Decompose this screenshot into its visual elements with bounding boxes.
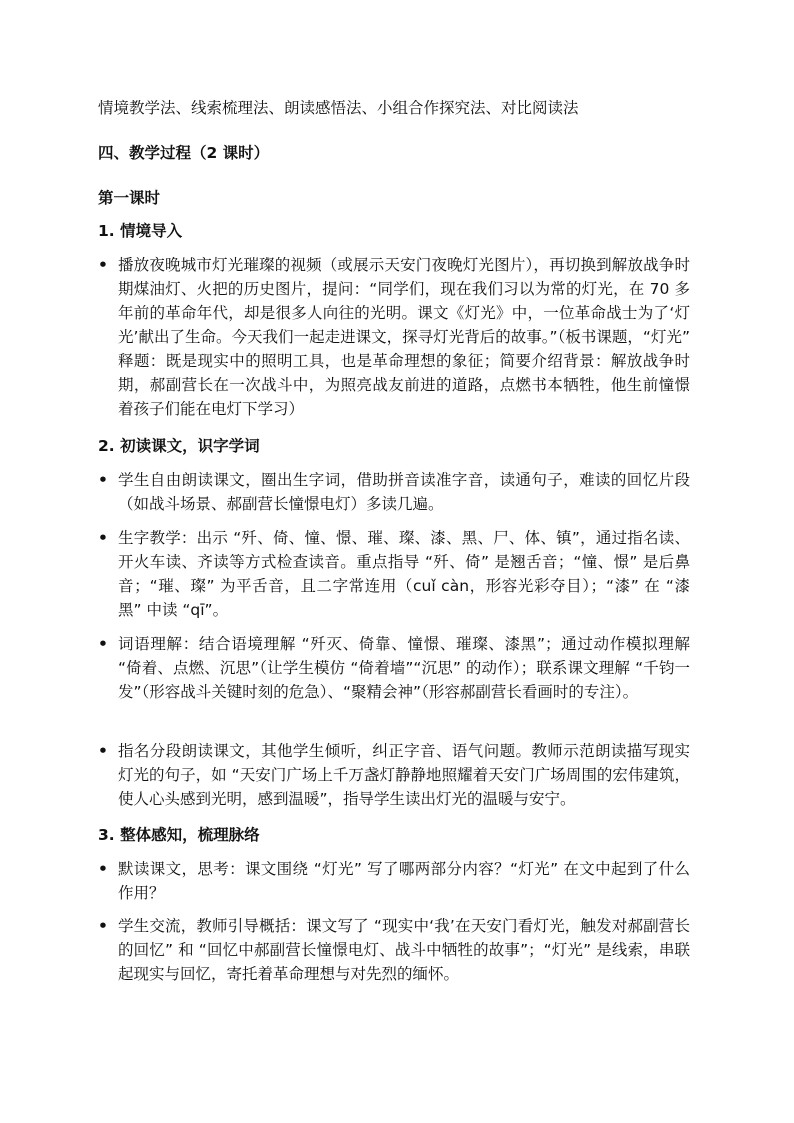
list-item <box>98 468 698 516</box>
section-heading: 四、教学过程（2 课时） <box>98 144 270 162</box>
list-item-text: 指名分段朗读课文，其他学生倾听，纠正字音、语气问题。教师示范朗读描写现实灯光的句子，如 “天安门广场上千万盏灯静静地照耀着天安门广场周围的宏伟建筑，使人心头感到光明，感到温暖”，指导学生读出灯光的温暖与安宁。 <box>118 742 690 808</box>
list-item <box>98 739 698 811</box>
bullet-icon: • <box>98 742 108 760</box>
list-item <box>98 526 698 622</box>
list-item <box>98 253 698 421</box>
bullet-icon: • <box>98 917 108 935</box>
section-title: 1. 情境导入 <box>98 222 183 240</box>
section-title: 3. 整体感知，梳理脉络 <box>98 826 260 844</box>
list-item-text: 学生自由朗读课文，圈出生字词，借助拼音读准字音，读通句子，难读的回忆片段（如战斗场景、郝副营长憧憬电灯）多读几遍。 <box>118 471 690 513</box>
bullet-icon: • <box>98 471 108 489</box>
list-item <box>98 914 698 986</box>
bullet-icon: • <box>98 635 108 653</box>
list-item-text: 默读课文，思考：课文围绕 “灯光” 写了哪两部分内容？“灯光” 在文中起到了什么作用？ <box>118 860 690 902</box>
bullet-icon: • <box>98 529 108 547</box>
lesson-title: 第一课时 <box>98 189 161 207</box>
bullet-icon: • <box>98 256 108 274</box>
list-item <box>98 632 698 704</box>
list-item-text: 词语理解：结合语境理解 “歼灭、倚靠、憧憬、璀璨、漆黑”；通过动作模拟理解 “倚着、点燃、沉思”（让学生模仿 “倚着墙”“沉思” 的动作）；联系课文理解 “千钧一发”（形容战斗关键时刻的危急）、“聚精会神”（形容郝副营长看画时的专注）。 <box>118 635 690 701</box>
list-item-text: 学生交流，教师引导概括：课文写了 “现实中‘我’在天安门看灯光，触发对郝副营长的回忆” 和 “回忆中郝副营长憧憬电灯、战斗中牺牲的故事”；“灯光” 是线索，串联起现实与回忆，寄托着革命理想与对先烈的缅怀。 <box>118 917 690 983</box>
list-item <box>98 857 698 905</box>
teaching-methods: 情境教学法、线索梳理法、朗读感悟法、小组合作探究法、对比阅读法 <box>98 99 579 117</box>
list-item-text: 播放夜晚城市灯光璀璨的视频（或展示天安门夜晚灯光图片），再切换到解放战争时期煤油灯、火把的历史图片，提问：“同学们，现在我们习以为常的灯光，在 70 多年前的革命年代，却是很多人向往的光明。课文《灯光》中，一位革命战士为了‘灯光’献出了生命。今天我们一起走进课文，探寻灯光背后的故事。”（板书课题，“灯光” 释题：既是现实中的照明工具，也是革命理想的象征；简要介绍背景：解放战争时期，郝副营长在一次战斗中，为照亮战友前进的道路，点燃书本牺牲，他生前憧憬着孩子们能在电灯下学习） <box>118 256 690 418</box>
list-item-text: 生字教学：出示 “歼、倚、憧、憬、璀、璨、漆、黑、尸、体、镇”，通过指名读、开火车读、齐读等方式检查读音。重点指导 “歼、倚” 是翘舌音；“憧、憬” 是后鼻音；“璀、璨” 为平舌音，且二字常连用（cuǐ càn，形容光彩夺目）；“漆” 在 “漆黑” 中读 “qī”。 <box>118 529 690 619</box>
section-title: 2. 初读课文，识字学词 <box>98 437 260 455</box>
bullet-icon: • <box>98 860 108 878</box>
